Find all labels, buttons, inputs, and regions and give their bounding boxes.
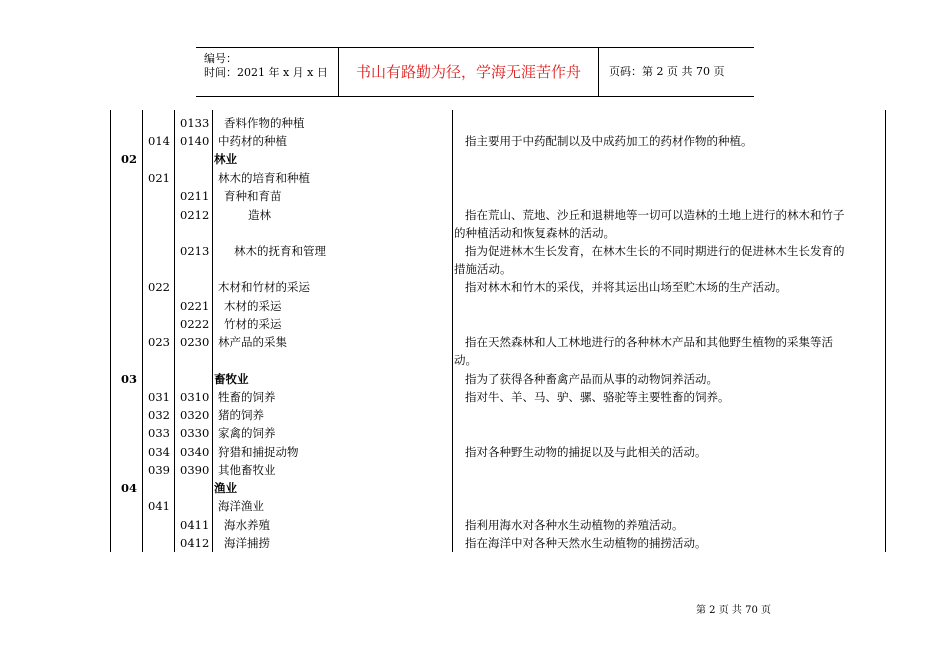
item-description: 的种植活动和恢复森林的活动。 — [454, 226, 615, 240]
table-row — [110, 516, 885, 534]
item-name: 造林 — [248, 208, 271, 222]
category-code: 02 — [121, 152, 138, 166]
minor-code: 0140 — [180, 134, 210, 148]
item-name: 竹材的采运 — [224, 317, 282, 331]
table-row — [110, 461, 885, 479]
table-row — [110, 297, 885, 315]
item-name: 畜牧业 — [214, 372, 249, 386]
item-name: 林木的培育和种植 — [218, 171, 310, 185]
item-description: 指为了获得各种畜禽产品而从事的动物饲养活动。 — [465, 372, 718, 386]
item-description: 指对各种野生动物的捕捉以及与此相关的活动。 — [465, 445, 707, 459]
table-row — [110, 114, 885, 132]
minor-code: 0222 — [180, 317, 210, 331]
table-row — [110, 424, 885, 442]
minor-code: 0320 — [180, 408, 210, 422]
major-code: 039 — [148, 463, 170, 477]
table-row — [110, 388, 885, 406]
major-code: 023 — [148, 335, 170, 349]
item-name: 林产品的采集 — [218, 335, 287, 349]
page-footer: 第 2 页 共 70 页 — [696, 605, 771, 616]
item-name: 中药材的种植 — [218, 134, 287, 148]
item-name: 其他畜牧业 — [218, 463, 276, 477]
header-page-label: 页码：第 2 页 共 70 页 — [609, 65, 725, 78]
table-row — [110, 206, 885, 224]
item-name: 海水养殖 — [224, 518, 270, 532]
category-code: 03 — [121, 372, 138, 386]
major-code: 034 — [148, 445, 170, 459]
table-row — [110, 150, 885, 168]
item-name: 牲畜的饲养 — [218, 390, 276, 404]
table-row — [110, 370, 885, 388]
minor-code: 0340 — [180, 445, 210, 459]
table-row — [110, 333, 885, 351]
minor-code: 0310 — [180, 390, 210, 404]
minor-code: 0213 — [180, 244, 210, 258]
header-meta — [196, 48, 339, 96]
item-description: 动。 — [454, 353, 477, 367]
major-code: 022 — [148, 280, 170, 294]
page-header — [196, 47, 754, 97]
table-row — [110, 187, 885, 205]
major-code: 014 — [148, 134, 170, 148]
item-description: 指在天然森林和人工林地进行的各种林木产品和其他野生植物的采集等活 — [465, 335, 833, 349]
table-row — [110, 315, 885, 333]
category-code: 04 — [121, 481, 138, 495]
minor-code: 0412 — [180, 536, 210, 550]
minor-code: 0230 — [180, 335, 210, 349]
number-label: 编号： — [204, 52, 237, 65]
major-code: 041 — [148, 499, 170, 513]
minor-code: 0133 — [180, 116, 210, 130]
minor-code: 0221 — [180, 299, 210, 313]
item-description: 指利用海水对各种水生动植物的养殖活动。 — [465, 518, 684, 532]
table-border-right — [885, 110, 886, 552]
minor-code: 0211 — [180, 189, 210, 203]
major-code: 033 — [148, 426, 170, 440]
major-code: 021 — [148, 171, 170, 185]
item-description: 指对牛、羊、马、驴、骡、骆驼等主要牲畜的饲养。 — [465, 390, 730, 404]
time-label: 时间：2021 年 x 月 x 日 — [204, 66, 328, 79]
item-name: 木材和竹材的采运 — [218, 280, 310, 294]
major-code: 032 — [148, 408, 170, 422]
minor-code: 0390 — [180, 463, 210, 477]
minor-code: 0330 — [180, 426, 210, 440]
item-description: 指在荒山、荒地、沙丘和退耕地等一切可以造林的土地上进行的林木和竹子 — [465, 208, 845, 222]
item-description: 指对林木和竹木的采伐，并将其运出山场至贮木场的生产活动。 — [465, 280, 787, 294]
table-row — [110, 351, 885, 369]
item-name: 育种和育苗 — [224, 189, 282, 203]
table-row — [110, 534, 885, 552]
table-row — [110, 132, 885, 150]
table-row — [110, 406, 885, 424]
minor-code: 0411 — [180, 518, 210, 532]
item-description: 指在海洋中对各种天然水生动植物的捕捞活动。 — [465, 536, 707, 550]
table-row — [110, 169, 885, 187]
item-description: 措施活动。 — [454, 262, 512, 276]
item-name: 香料作物的种植 — [224, 116, 305, 130]
item-name: 林木的抚育和管理 — [234, 244, 326, 258]
item-name: 猪的饲养 — [218, 408, 264, 422]
item-name: 林业 — [214, 152, 237, 166]
item-name: 家禽的饲养 — [218, 426, 276, 440]
table-row — [110, 497, 885, 515]
table-row — [110, 260, 885, 278]
table-row — [110, 443, 885, 461]
item-description: 指为促进林木生长发育，在林木生长的不同时期进行的促进林木生长发育的 — [465, 244, 845, 258]
header-motto: 书山有路勤为径，学海无涯苦作舟 — [339, 48, 599, 96]
item-name: 狩猎和捕捉动物 — [218, 445, 299, 459]
item-name: 海洋渔业 — [218, 499, 264, 513]
item-name: 渔业 — [214, 481, 237, 495]
item-name: 木材的采运 — [224, 299, 282, 313]
minor-code: 0212 — [180, 208, 210, 222]
table-row — [110, 479, 885, 497]
item-name: 海洋捕捞 — [224, 536, 270, 550]
table-row — [110, 278, 885, 296]
major-code: 031 — [148, 390, 170, 404]
table-row — [110, 242, 885, 260]
item-description: 指主要用于中药配制以及中成药加工的药材作物的种植。 — [465, 134, 753, 148]
table-row — [110, 224, 885, 242]
